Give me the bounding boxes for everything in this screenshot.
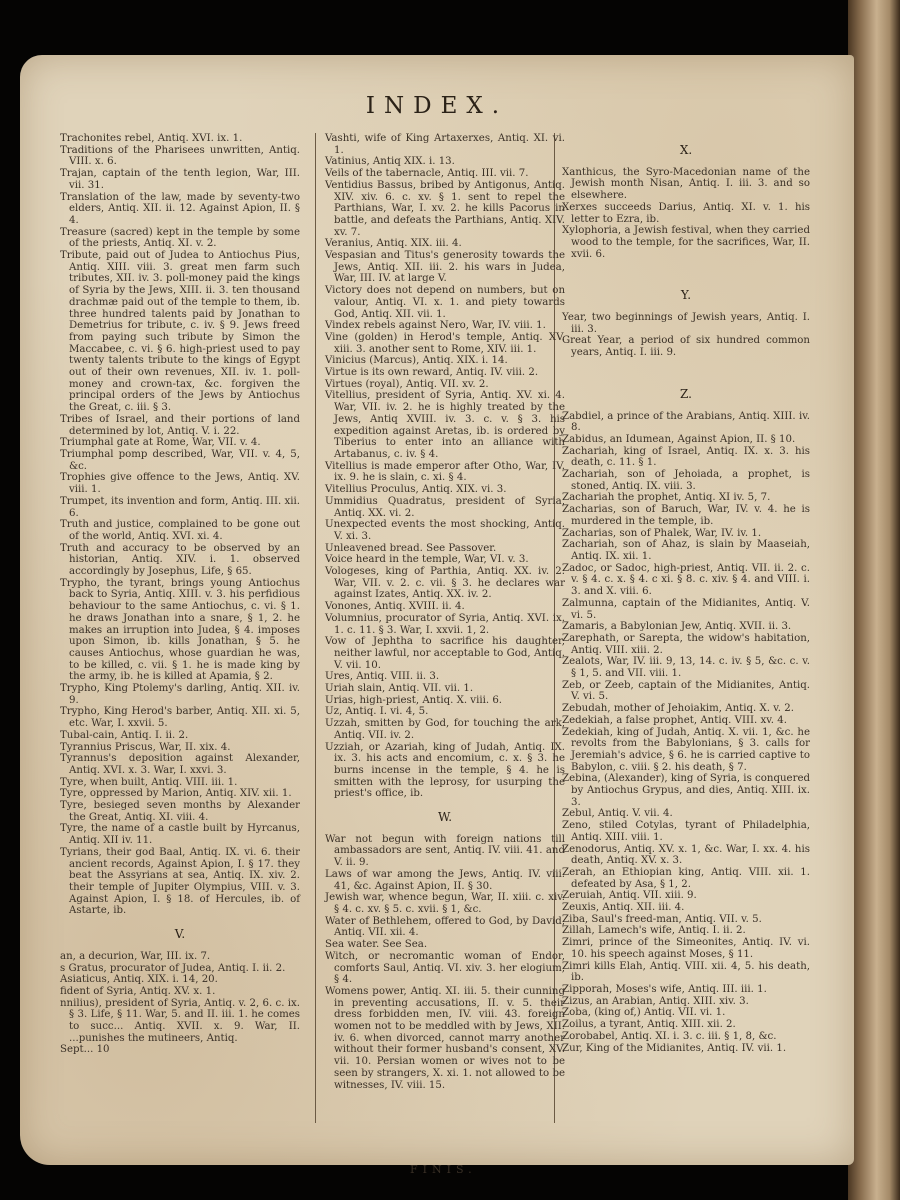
- index-entry: Zoilus, a tyrant, Antiq. XIII. xii. 2.: [562, 1019, 736, 1031]
- index-entry: Tyre, when built, Antiq. VIII. iii. 1.: [60, 776, 238, 788]
- index-entry: Unleavened bread. See Passover.: [325, 542, 497, 554]
- index-column-2: [325, 133, 565, 1091]
- book-page: [20, 55, 854, 1176]
- index-entry: Zorobabel, Antiq. XI. i. 3. c. iii. § 1, 8, &c.: [562, 1030, 777, 1042]
- index-entry: Urias, high-priest, Antiq. X. viii. 6.: [325, 694, 503, 706]
- entry-list: [325, 834, 565, 1091]
- index-entry: fident of Syria, Antiq. XV. x. 1.: [60, 985, 216, 997]
- index-entry: Sea water. See Sea.: [325, 939, 428, 951]
- section-heading-w: W.: [437, 810, 453, 825]
- index-entry: Vitellius Proculus, Antiq. XIX. vi. 3.: [325, 484, 507, 496]
- index-entry: Tyre, the name of a castle built by Hyrcanus, Antiq. XII iv. 11.: [60, 823, 300, 847]
- index-entry: Trophies give offence to the Jews, Antiq. XV. viii. 1.: [60, 472, 300, 496]
- index-entry: Zenodorus, Antiq. XV. x. 1, &c. War, I. xx. 4. his death, Antiq. XV. x. 3.: [562, 843, 810, 867]
- section-heading-x: X.: [679, 143, 693, 157]
- index-entry: Triumphal gate at Rome, War, VII. v. 4.: [60, 437, 261, 449]
- index-column-1: [60, 133, 300, 1056]
- index-entry: Zabdiel, a prince of the Arabians, Antiq. XIII. iv. 8.: [562, 410, 810, 434]
- entry-list: [562, 312, 810, 359]
- index-entry: nnilius), president of Syria, Antiq. v. 2, 6. c. ix. § 3. Life, § 11. War, 5. and II. iii. 1. he comes to succ... Antiq. XVII. x. 9. War, II. ...punishes the mutineers, Antiq.: [60, 997, 300, 1044]
- index-entry: Vonones, Antiq. XVIII. ii. 4.: [325, 601, 465, 613]
- index-entry: Zachariah, king of Israel, Antiq. IX. x. 3. his death, c. 11. § 1.: [562, 445, 810, 469]
- index-entry: Ummidius Quadratus, president of Syria, Antiq. XX. vi. 2.: [325, 495, 565, 519]
- index-entry: Xylophoria, a Jewish festival, when they carried wood to the temple, for the sacrifices, War, II. xvii. 6.: [562, 225, 810, 260]
- index-entry: Sept... 10: [60, 1044, 110, 1056]
- index-entry: Asiaticus, Antiq. XIX. i. 14, 20.: [60, 974, 218, 986]
- index-entry: Zebina, (Alexander), king of Syria, is conquered by Antiochus Grypus, and dies, Antiq. XIII. ix. 3.: [562, 773, 810, 808]
- index-entry: Ventidius Bassus, bribed by Antigonus, Antiq. XIV. xiv. 6. c. xv. § 1. sent to repel the Parthians, War, I. xv. 2. he kills Pacorus in battle, and defeats the Parthians, Antiq. XIV. xv. 7.: [325, 179, 565, 238]
- index-entry: Uriah slain, Antiq. VII. vii. 1.: [325, 683, 474, 695]
- page-title: INDEX.: [365, 93, 509, 119]
- index-entry: Uzzah, smitten by God, for touching the ark, Antiq. VII. iv. 2.: [325, 718, 565, 741]
- index-entry: Zarephath, or Sarepta, the widow's habitation, Antiq. VIII. xiii. 2.: [562, 632, 810, 656]
- section-gap: [562, 359, 810, 377]
- index-entry: Zedekiah, a false prophet, Antiq. VIII. xv. 4.: [562, 714, 787, 726]
- index-entry: Zerah, an Ethiopian king, Antiq. VIII. xii. 1. defeated by Asa, § 1, 2.: [562, 866, 810, 890]
- index-entry: Tyre, besieged seven months by Alexander the Great, Antiq. XI. viii. 4.: [60, 800, 300, 823]
- index-entry: Tribes of Israel, and their portions of land determined by lot, Antiq. V. i. 22.: [60, 413, 300, 437]
- index-entry: Trypho, the tyrant, brings young Antiochus back to Syria, Antiq. XIII. v. 3. his perfidious behaviour to the same Antiochus, c. vi. § 1. he draws Jonathan into a snare, § 1, 2. he makes an irruption into Judea, § 4. imposes upon Simon, ib. kills Jonathan, § 5. he causes Antiochus, whose guardian he was, to be killed, c. vii. § 1. he is made king by the army, ib. he is killed at Apamia, § 2.: [60, 577, 300, 683]
- index-entry: Vitellius is made emperor after Otho, War, IV. ix. 9. he is slain, c. xi. § 4.: [325, 460, 565, 484]
- index-entry: Tribute, paid out of Judea to Antiochus Pius, Antiq. XIII. viii. 3. great men farm such tributes, XII. iv. 3. poll-money paid the kings of Syria by the Jews, XIII. ii. 3. ten thousand drachmæ paid out of the temple to them, ib. three hundred talents paid by Jonathan to Demetrius for tribute, c. iv. § 9. Jews freed from paying such tribute by Simon the Maccabee, c. vi. § 6. high-priest used to pay twenty talents tribute to the kings of Egypt out of their own revenues, XII. iv. 1. poll-money and crown-tax, &c. forgiven the principal orders of the Jews by Antiochus the Great, c. iii. § 3.: [60, 250, 300, 414]
- index-entry: Tyrians, their god Baal, Antiq. IX. vi. 6. their ancient records, Against Apion, I. § 17. they beat the Assyrians at sea, Antiq. IX. xiv. 2. their temple of Jupiter Olympius, VIII. v. 3. Against Apion, I. § 18. of Hercules, ib. of Astarte, ib.: [60, 846, 300, 917]
- index-entry: Zabidus, an Idumean, Against Apion, II. § 10.: [562, 433, 796, 445]
- index-entry: an, a decurion, War, III. ix. 7.: [60, 950, 211, 962]
- finis-footer: FINIS.: [410, 1163, 477, 1176]
- index-entry: Zimri kills Elah, Antiq. VIII. xii. 4, 5. his death, ib.: [562, 960, 810, 984]
- entry-list: [562, 167, 810, 261]
- index-entry: Translation of the law, made by seventy-two elders, Antiq. XII. ii. 12. Against Apion, II. § 4.: [60, 191, 300, 226]
- index-entry: Zebudah, mother of Jehoiakim, Antiq. X. v. 2.: [562, 703, 794, 715]
- index-entry: Traditions of the Pharisees unwritten, Antiq. VIII. x. 6.: [60, 144, 300, 168]
- index-entry: Vow of Jephtha to sacrifice his daughter, neither lawful, nor acceptable to God, Antiq. V. vii. 10.: [325, 636, 565, 671]
- index-entry: Zachariah the prophet, Antiq. XI iv. 5, 7.: [562, 492, 771, 504]
- index-entry: Uz, Antiq. I. vi. 4, 5.: [325, 706, 429, 718]
- index-entry: Zur, King of the Midianites, Antiq. IV. vii. 1.: [562, 1042, 787, 1054]
- index-entry: Zeruiah, Antiq. VII. xiii. 9.: [562, 890, 697, 902]
- index-entry: Zoba, (king of,) Antiq. VII. vi. 1.: [562, 1007, 726, 1019]
- index-entry: Vinicius (Marcus), Antiq. XIX. i. 14.: [325, 355, 508, 367]
- index-entry: Uzziah, or Azariah, king of Judah, Antiq. IX. ix. 3. his acts and encomium, c. x. § 3. he burns incense in the temple, § 4. he is smitten with the leprosy, for usurping the priest's office, ib.: [325, 741, 565, 800]
- index-entry: Treasure (sacred) kept in the temple by some of the priests, Antiq. XI. v. 2.: [60, 226, 300, 250]
- index-entry: Great Year, a period of six hundred common years, Antiq. I. iii. 9.: [562, 335, 810, 359]
- index-entry: Tyrannius Priscus, War, II. xix. 4.: [60, 741, 231, 753]
- index-entry: Xerxes succeeds Darius, Antiq. XI. v. 1. his letter to Ezra, ib.: [562, 201, 810, 225]
- index-entry: Zacharias, son of Baruch, War, IV. v. 4. he is murdered in the temple, ib.: [562, 504, 810, 527]
- index-entry: Triumphal pomp described, War, VII. v. 4, 5, &c.: [60, 448, 300, 472]
- index-entry: Vologeses, king of Parthia, Antiq. XX. iv. 2. War, VII. v. 2. c. vii. § 3. he declares war against Izates, Antiq. XX. iv. 2.: [325, 566, 565, 601]
- index-entry: Tyre, oppressed by Marion, Antiq. XIV. xii. 1.: [60, 788, 292, 800]
- column-divider: [315, 133, 316, 1123]
- index-entry: Voice heard in the temple, War, VI. v. 3.: [325, 554, 529, 566]
- index-entry: Zadoc, or Sadoc, high-priest, Antiq. VII. ii. 2. c. v. § 4. c. x. § 4. c xi. § 8. c. xiv. § 4. and VIII. i. 3. and X. viii. 6.: [562, 562, 810, 598]
- index-entry: Zipporah, Moses's wife, Antiq. III. iii. 1.: [562, 984, 767, 995]
- index-entry: Trypho, King Herod's barber, Antiq. XII. xi. 5, etc. War, I. xxvii. 5.: [60, 706, 300, 730]
- index-entry: Truth and accuracy to be observed by an historian, Antiq. XIV. i. 1. observed accordingly by Josephus, Life, § 65.: [60, 542, 300, 578]
- index-entry: Zachariah, son of Jehoiada, a prophet, is stoned, Antiq. IX. viii. 3.: [562, 469, 810, 492]
- book-page-edge: [848, 0, 900, 1200]
- index-entry: Water of Bethlehem, offered to God, by David, Antiq. VII. xii. 4.: [325, 915, 565, 939]
- section-heading-y: Y.: [680, 288, 692, 303]
- index-entry: Tubal-cain, Antiq. I. ii. 2.: [60, 729, 189, 741]
- index-entry: Victory does not depend on numbers, but on valour, Antiq. VI. x. 1. and piety towards God, Antiq. XII. vii. 1.: [325, 285, 565, 320]
- index-entry: Vine (golden) in Herod's temple, Antiq. XV. xiii. 3. another sent to Rome, XIV. iii. 1.: [325, 331, 565, 355]
- index-entry: Vashti, wife of King Artaxerxes, Antiq. XI. vi. 1.: [325, 133, 565, 156]
- index-entry: Vespasian and Titus's generosity towards the Jews, Antiq. XII. iii. 2. his wars in Judea, War, III. IV. at large V.: [325, 250, 565, 285]
- entry-list: [60, 951, 300, 1056]
- index-entry: Zacharias, son of Phalek, War, IV. iv. 1.: [562, 527, 762, 539]
- index-entry: Volumnius, procurator of Syria, Antiq. XVI. ix. 1. c. 11. § 3. War, I. xxvii. 1, 2.: [325, 612, 565, 636]
- index-entry: Zimri, prince of the Simeonites, Antiq. IV. vi. 10. his speech against Moses, § 11.: [562, 937, 810, 960]
- index-entry: Womens power, Antiq. XI. iii. 5. their cunning in preventing accusations, II. v. 5. their dress forbidden men, IV. viii. 43. foreign women not to be meddled with by Jews, XII. iv. 6. when divorced, cannot marry another without their former husband's consent, XV. vii. 10. Persian women or wives not to be seen by strangers, X. xi. 1. not allowed to be witnesses, IV. viii. 15.: [325, 985, 565, 1091]
- index-entry: Zealots, War, IV. iii. 9, 13, 14. c. iv. § 5, &c. c. v. § 1, 5. and VII. viii. 1.: [562, 656, 810, 680]
- index-column-3: [562, 133, 810, 1054]
- index-entry: Ziba, Saul's freed-man, Antiq. VII. v. 5.: [562, 913, 762, 925]
- index-entry: Vatinius, Antiq XIX. i. 13.: [325, 156, 455, 168]
- entry-list: [60, 133, 300, 917]
- index-entry: Zalmunna, captain of the Midianites, Antiq. V. vi. 5.: [562, 597, 810, 621]
- index-entry: Ures, Antiq. VIII. ii. 3.: [325, 671, 440, 683]
- index-entry: Witch, or necromantic woman of Endor, comforts Saul, Antiq. VI. xiv. 3. her elogium, § 4.: [325, 950, 565, 986]
- index-entry: Veranius, Antiq. XIX. iii. 4.: [325, 238, 462, 250]
- index-entry: Trajan, captain of the tenth legion, War, III. vii. 31.: [60, 168, 300, 191]
- index-entry: War not begun with foreign nations till ambassadors are sent, Antiq. IV. viii. 41. and V. ii. 9.: [325, 833, 565, 869]
- index-entry: Zillah, Lamech's wife, Antiq. I. ii. 2.: [562, 925, 746, 937]
- index-entry: Vitellius, president of Syria, Antiq. XV. xi. 4. War, VII. iv. 2. he is highly treated by the Jews, Antiq XVIII. iv. 3. c. v. § 3. his expedition against Aretas, ib. is ordered by Tiberius to enter into an alliance with Artabanus, c. iv. § 4.: [325, 390, 565, 460]
- index-entry: Trumpet, its invention and form, Antiq. III. xii. 6.: [60, 495, 300, 519]
- section-gap: [562, 260, 810, 278]
- index-entry: Trypho, King Ptolemy's darling, Antiq. XII. iv. 9.: [60, 683, 300, 706]
- index-entry: Unexpected events the most shocking, Antiq. V. xi. 3.: [325, 519, 565, 542]
- index-entry: Zamaris, a Babylonian Jew, Antiq. XVII. ii. 3.: [562, 621, 792, 633]
- index-entry: Zachariah, son of Ahaz, is slain by Maaseiah, Antiq. IX. xii. 1.: [562, 539, 810, 562]
- index-entry: Xanthicus, the Syro-Macedonian name of the Jewish month Nisan, Antiq. I. iii. 3. and so elsewhere.: [562, 166, 810, 202]
- index-entry: Trachonites rebel, Antiq. XVI. ix. 1.: [60, 133, 243, 144]
- index-entry: Jewish war, whence begun, War, II. xiii. c. xiv. § 4. c. xv. § 5. c. xvii. § 1, &c.: [325, 892, 565, 915]
- index-entry: Virtue is its own reward, Antiq. IV. viii. 2.: [325, 367, 539, 379]
- section-heading-z: Z.: [680, 386, 692, 401]
- index-entry: Zeuxis, Antiq. XII. iii. 4.: [562, 902, 685, 914]
- index-entry: Vindex rebels against Nero, War, IV. viii. 1.: [325, 320, 546, 332]
- index-entry: Year, two beginnings of Jewish years, Antiq. I. iii. 3.: [562, 312, 810, 335]
- entry-list: [562, 411, 810, 1055]
- index-entry: Virtues (royal), Antiq. VII. xv. 2.: [325, 378, 489, 390]
- index-entry: Veils of the tabernacle, Antiq. III. vii. 7.: [325, 168, 529, 180]
- index-entry: Zedekiah, king of Judah, Antiq. X. vii. 1, &c. he revolts from the Babylonians, § 3. calls for Jeremiah's advice, § 6. he is carried captive to Babylon, c. viii. § 2. his death, § 7.: [562, 726, 810, 773]
- section-heading-v: V.: [174, 927, 186, 942]
- entry-list: [325, 133, 565, 800]
- index-entry: Zeno, stiled Cotylas, tyrant of Philadelphia, Antiq. XIII. viii. 1.: [562, 820, 810, 843]
- index-entry: s Gratus, procurator of Judea, Antiq. I. ii. 2.: [60, 962, 286, 974]
- index-entry: Zebul, Antiq. V. vii. 4.: [562, 808, 673, 820]
- index-entry: Truth and justice, complained to be gone out of the world, Antiq. XVI. xi. 4.: [60, 519, 300, 542]
- index-entry: Zizus, an Arabian, Antiq. XIII. xiv. 3.: [562, 995, 749, 1007]
- index-entry: Laws of war among the Jews, Antiq. IV. viii. 41, &c. Against Apion, II. § 30.: [325, 868, 565, 892]
- index-entry: Zeb, or Zeeb, captain of the Midianites, Antiq. V. vi. 5.: [562, 679, 810, 703]
- index-entry: Tyrannus's deposition against Alexander, Antiq. XVI. x. 3. War, I. xxvi. 3.: [60, 753, 300, 776]
